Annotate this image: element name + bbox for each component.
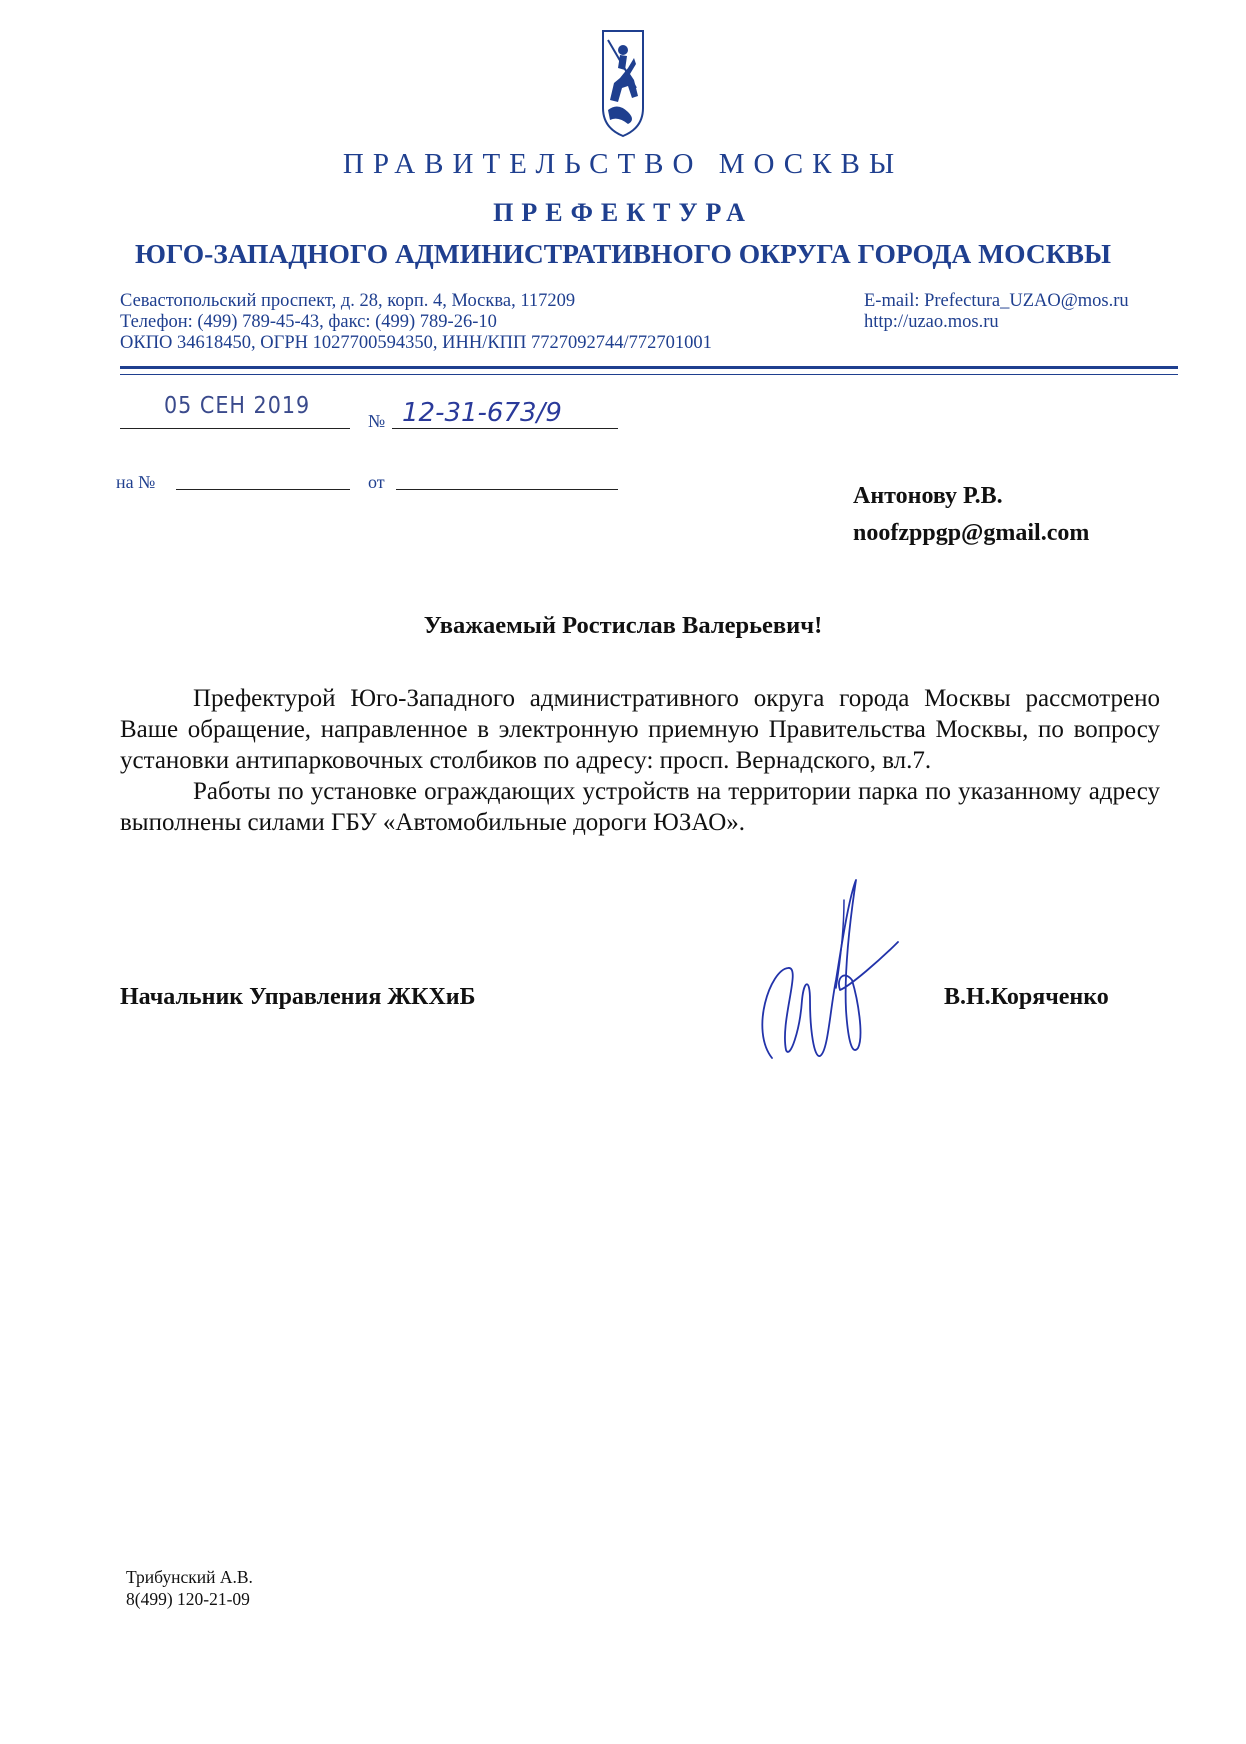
prefecture-title: ПРЕФЕКТУРА [493,198,753,227]
addressee [853,478,1089,552]
email-line: E-mail: Prefectura_UZAO@mos.ru [864,291,1129,311]
number-label: № [368,411,386,431]
executor-name: Трибунский А.В. [126,1567,253,1587]
from-line [396,489,618,490]
district-title: ЮГО-ЗАПАДНОГО АДМИНИСТРАТИВНОГО ОКРУГА ГОРОДА МОСКВЫ [134,238,1111,269]
website-line: http://uzao.mos.ru [864,312,999,332]
date-line [120,428,350,429]
from-label: от [368,472,385,492]
addressee-email: noofzppgp@gmail.com [853,520,1090,546]
phone-line: Телефон: (499) 789-45-43, факс: (499) 789-26-10 [120,312,497,332]
letter-body [120,683,1160,838]
executor-block [126,1566,253,1610]
addressee-name: Антонову Р.В. [853,483,1003,509]
contact-block-left [120,291,712,354]
government-title: ПРАВИТЕЛЬСТВО МОСКВЫ [342,148,904,180]
signatory-position: Начальник Управления ЖКХиБ [120,984,476,1010]
moscow-coat-of-arms-icon [598,28,648,140]
address-line: Севастопольский проспект, д. 28, корп. 4, Москва, 117209 [120,291,576,311]
ref-label: на № [116,472,156,492]
contact-block-right [864,291,1129,333]
registration-number: 12-31-673/9 [402,398,562,428]
letterhead-rule [120,366,1178,369]
number-line [392,428,618,429]
ref-line [176,489,350,490]
executor-phone: 8(499) 120-21-09 [126,1589,250,1609]
letterhead-rule-thin [120,374,1178,375]
paragraph-1: Префектурой Юго-Западного административного округа города Москвы рассмотрено Ваше обращение, направленное в электронную приемную Правительства Москвы, по вопросу установки антипарковочных столбиков по адресу: просп. Вернадского, вл.7. [120,685,1160,774]
handwritten-signature-icon [740,860,900,1080]
date-stamp: 05 СЕН 2019 [164,393,311,419]
signatory-name: В.Н.Коряченко [944,984,1109,1010]
greeting: Уважаемый Ростислав Валерьевич! [423,612,823,639]
codes-line: ОКПО 34618450, ОГРН 1027700594350, ИНН/КПП 7727092744/772701001 [120,333,712,353]
paragraph-2: Работы по установке ограждающих устройств на территории парка по указанному адресу выполнены силами ГБУ «Автомобильные дороги ЮЗАО». [120,778,1160,836]
